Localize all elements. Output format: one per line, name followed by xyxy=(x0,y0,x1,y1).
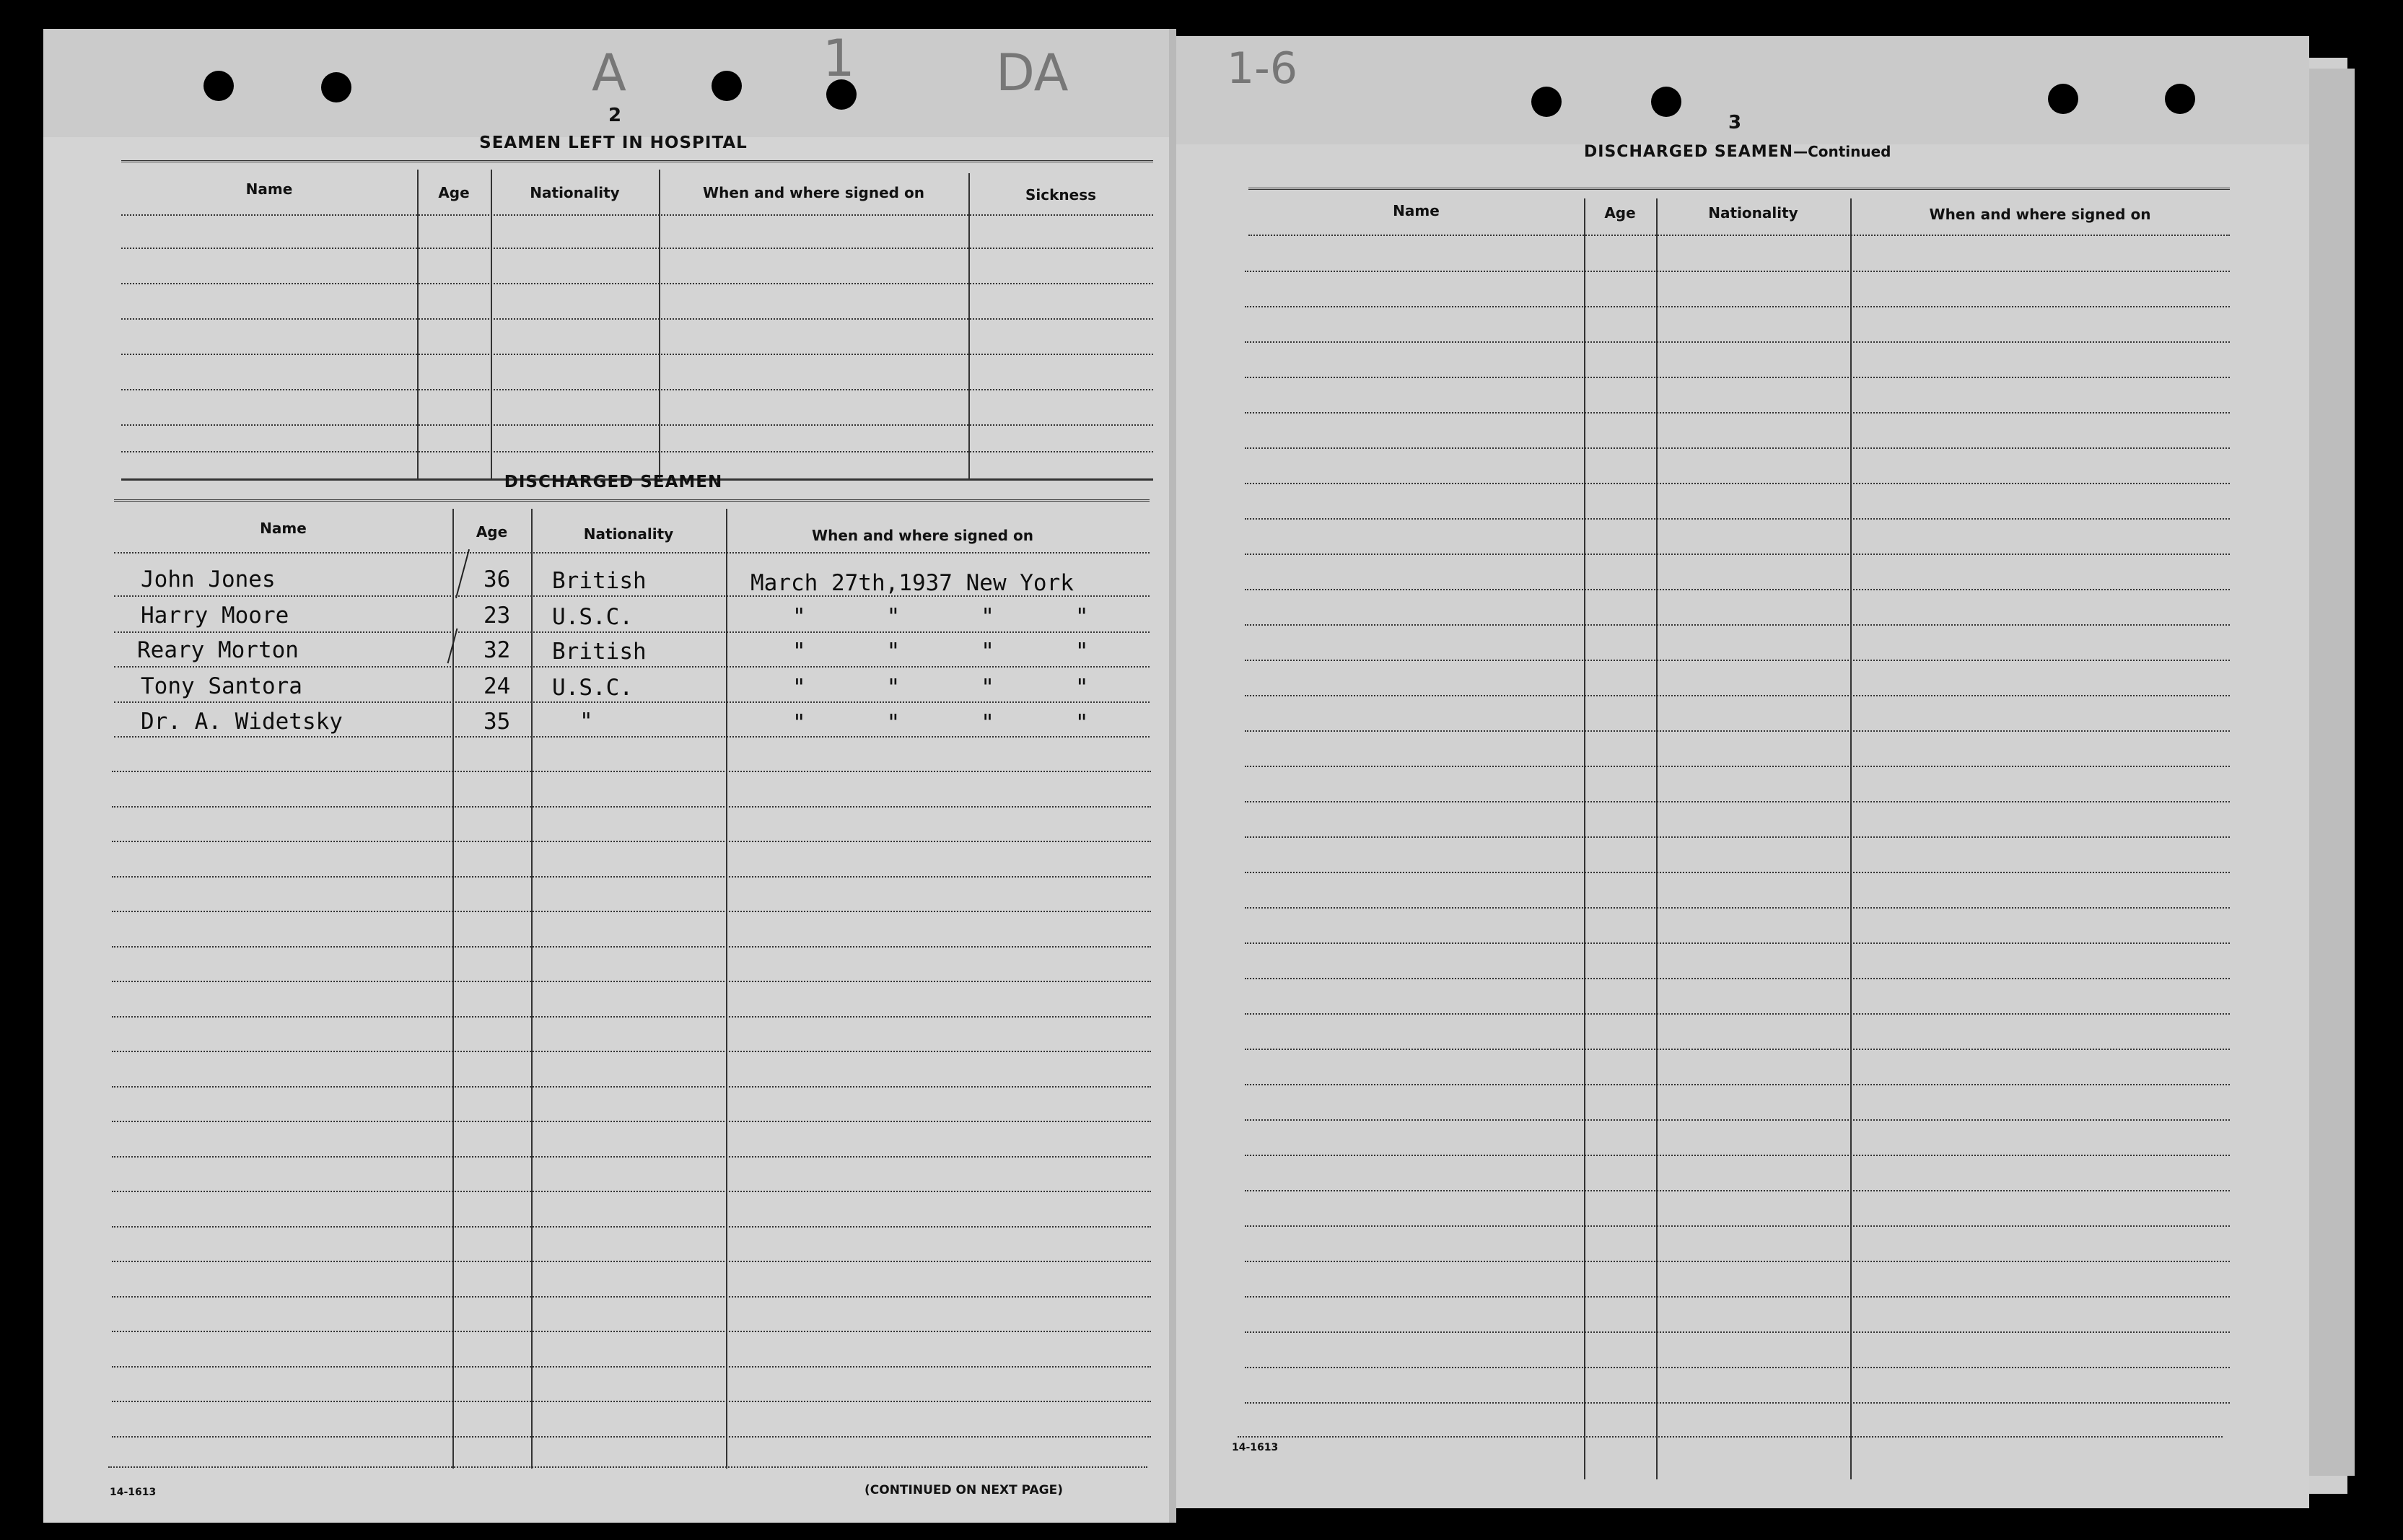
table-rule xyxy=(1245,660,2230,661)
table-rule xyxy=(121,318,1153,320)
column-header: Age xyxy=(1604,204,1636,222)
column-header: Nationality xyxy=(1708,204,1798,222)
table-rule xyxy=(1245,589,2230,590)
punch-hole xyxy=(1651,87,1681,117)
marginal-scribble: A xyxy=(592,43,626,102)
page-number: 3 xyxy=(1728,112,1742,134)
column-header: Name xyxy=(260,520,307,537)
hospital-section-title: SEAMEN LEFT IN HOSPITAL xyxy=(479,134,748,152)
page-number: 2 xyxy=(608,105,622,126)
signed-on: " " " " xyxy=(792,604,1089,630)
table-rule xyxy=(112,1366,1151,1368)
column-divider xyxy=(1584,198,1585,1479)
seaman-nationality: U.S.C. xyxy=(552,604,633,630)
form-number: 14-1613 xyxy=(1232,1442,1279,1453)
punch-hole xyxy=(1531,87,1562,117)
column-header: Nationality xyxy=(583,525,674,543)
marginal-scribble: 1-6 xyxy=(1227,43,1297,94)
table-rule xyxy=(1245,766,2230,767)
discharged-section-title: DISCHARGED SEAMEN xyxy=(504,473,723,491)
table-rule xyxy=(1248,235,2230,236)
table-rule xyxy=(1245,730,2230,732)
column-divider xyxy=(452,509,454,1469)
table-rule xyxy=(1245,1155,2230,1156)
table-rule xyxy=(121,424,1153,426)
table-rule xyxy=(121,160,1153,165)
table-rule xyxy=(112,1261,1151,1262)
seaman-age: 36 xyxy=(483,566,511,592)
seaman-name: Harry Moore xyxy=(141,603,289,629)
seaman-age: 32 xyxy=(483,637,511,663)
table-rule xyxy=(121,248,1153,249)
table-rule xyxy=(112,1156,1151,1158)
table-rule xyxy=(112,876,1151,878)
page-fold xyxy=(1169,29,1176,1523)
table-rule xyxy=(1245,412,2230,414)
table-rule xyxy=(112,1401,1151,1402)
table-rule xyxy=(112,806,1151,808)
table-rule xyxy=(112,1296,1151,1298)
seaman-name: John Jones xyxy=(141,566,276,592)
seaman-nationality: British xyxy=(552,639,647,665)
column-divider xyxy=(1656,198,1658,1479)
signed-on: " " " " xyxy=(792,675,1089,701)
table-rule xyxy=(1245,1190,2230,1191)
column-header: Name xyxy=(1393,202,1440,219)
signed-on: " " " " xyxy=(792,710,1089,736)
right-page xyxy=(1176,36,2309,1508)
table-rule xyxy=(1248,188,2230,193)
column-divider xyxy=(491,170,492,480)
table-rule xyxy=(114,701,1150,703)
table-rule xyxy=(114,666,1150,668)
table-rule xyxy=(112,1121,1151,1122)
table-rule xyxy=(112,946,1151,948)
table-rule xyxy=(112,1051,1151,1052)
column-header: When and where signed on xyxy=(1929,206,2151,223)
seaman-nationality: British xyxy=(552,568,647,594)
column-divider xyxy=(1850,198,1852,1479)
section-title-main: DISCHARGED SEAMEN xyxy=(1584,143,1794,161)
table-rule xyxy=(112,1086,1151,1088)
punch-hole xyxy=(712,71,742,101)
table-rule xyxy=(1245,271,2230,272)
column-divider xyxy=(417,170,419,480)
table-rule xyxy=(114,595,1150,597)
seaman-nationality: " xyxy=(579,709,593,735)
table-rule xyxy=(1238,1436,2223,1438)
column-header: When and where signed on xyxy=(812,527,1033,544)
form-number: 14-1613 xyxy=(110,1487,157,1498)
column-divider xyxy=(659,170,660,480)
table-rule xyxy=(1245,1013,2230,1015)
seaman-name: Tony Santora xyxy=(141,673,302,699)
seaman-nationality: U.S.C. xyxy=(552,675,633,701)
seaman-age: 35 xyxy=(483,709,511,735)
punch-hole xyxy=(2165,84,2195,114)
torn-top-edge xyxy=(1176,36,2309,144)
table-rule xyxy=(1245,942,2230,944)
table-rule xyxy=(1245,695,2230,696)
table-rule xyxy=(1245,801,2230,802)
table-rule xyxy=(1245,447,2230,449)
check-mark xyxy=(455,549,470,598)
column-divider xyxy=(968,173,970,480)
section-title xyxy=(1584,143,1891,161)
table-rule xyxy=(112,1331,1151,1332)
table-rule xyxy=(112,911,1151,912)
table-rule xyxy=(1245,341,2230,343)
table-rule xyxy=(112,1226,1151,1228)
table-rule xyxy=(1245,1331,2230,1333)
punch-hole xyxy=(321,72,351,102)
table-rule xyxy=(1245,1049,2230,1050)
table-rule xyxy=(112,1436,1151,1438)
table-rule xyxy=(1245,1296,2230,1298)
table-rule xyxy=(114,552,1150,554)
table-rule xyxy=(1245,554,2230,555)
table-rule xyxy=(1245,1225,2230,1227)
seaman-age: 23 xyxy=(483,603,511,629)
signed-on: " " " " xyxy=(792,639,1089,665)
column-divider xyxy=(726,509,727,1469)
table-rule xyxy=(114,736,1150,738)
continued-note: (CONTINUED ON NEXT PAGE) xyxy=(865,1483,1063,1497)
table-rule xyxy=(112,1191,1151,1192)
table-rule xyxy=(121,354,1153,355)
punch-hole xyxy=(2048,84,2078,114)
table-rule xyxy=(1245,483,2230,484)
table-rule xyxy=(121,451,1153,452)
table-rule xyxy=(1245,1261,2230,1262)
table-rule xyxy=(1245,978,2230,979)
table-rule xyxy=(1245,624,2230,626)
table-rule xyxy=(121,389,1153,390)
table-rule xyxy=(1245,518,2230,520)
table-rule xyxy=(114,499,1150,504)
table-rule xyxy=(1245,1402,2230,1404)
column-header: Name xyxy=(245,180,293,198)
table-rule xyxy=(1245,1084,2230,1085)
column-divider xyxy=(531,509,533,1469)
column-header: Age xyxy=(438,184,470,201)
table-rule xyxy=(1245,306,2230,307)
marginal-scribble: DA xyxy=(996,43,1069,102)
column-header: Nationality xyxy=(530,184,620,201)
table-rule xyxy=(1245,1119,2230,1121)
table-rule xyxy=(114,631,1150,633)
table-rule xyxy=(112,981,1151,982)
table-rule xyxy=(121,283,1153,284)
punch-hole xyxy=(203,71,234,101)
left-page xyxy=(43,29,1176,1523)
seaman-name: Reary Morton xyxy=(137,637,299,663)
table-rule xyxy=(121,214,1153,216)
seaman-age: 24 xyxy=(483,673,511,699)
column-header: Age xyxy=(476,523,508,541)
table-rule xyxy=(1245,377,2230,378)
column-header: When and where signed on xyxy=(703,184,924,201)
table-rule xyxy=(1245,907,2230,909)
column-header: Sickness xyxy=(1025,186,1097,204)
section-title-suffix: —Continued xyxy=(1793,143,1891,160)
marginal-scribble: 1 xyxy=(823,29,855,88)
table-rule xyxy=(1245,872,2230,873)
signed-on: March 27th,1937 New York xyxy=(750,570,1074,596)
table-rule xyxy=(112,841,1151,842)
table-rule xyxy=(112,1016,1151,1018)
table-rule xyxy=(1245,1367,2230,1368)
seaman-name: Dr. A. Widetsky xyxy=(141,709,343,735)
table-rule xyxy=(108,1466,1147,1468)
table-rule xyxy=(112,771,1151,772)
table-rule xyxy=(1245,836,2230,838)
